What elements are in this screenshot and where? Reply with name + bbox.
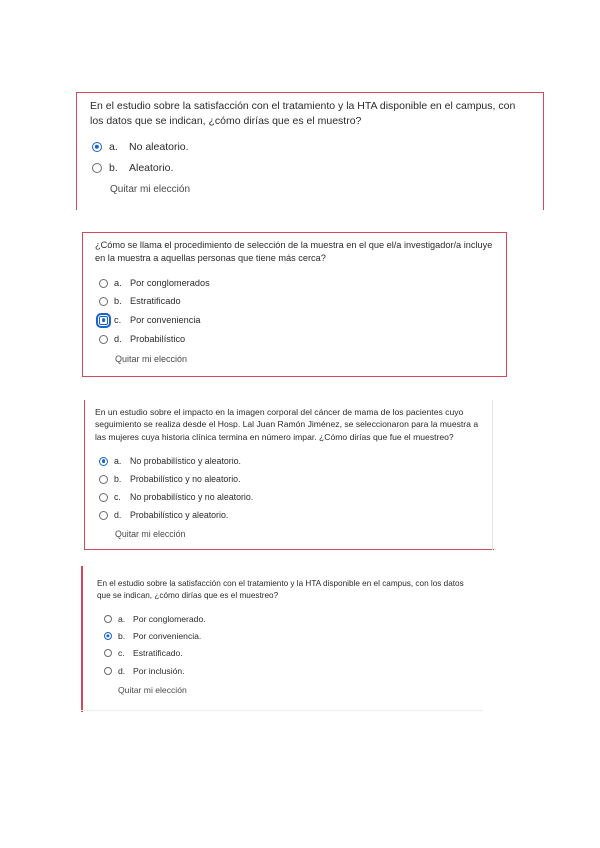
option-b[interactable] (99, 474, 241, 484)
radio-icon[interactable] (99, 475, 108, 484)
question-text: En el estudio sobre la satisfacción con el tratamiento y la HTA disponible en el campus, con los datos que se indican, ¿cómo dirías que es el muestreo? (97, 579, 464, 600)
card-border-top (82, 232, 507, 233)
card-border-left (81, 566, 83, 712)
option-b[interactable] (99, 296, 181, 306)
clear-choice-link[interactable]: Quitar mi elección (118, 685, 187, 695)
option-label: No aleatorio. (129, 141, 189, 153)
radio-icon[interactable] (99, 335, 108, 344)
card-border-top (76, 92, 544, 93)
question-text: En un estudio sobre el impacto en la imagen corporal del cáncer de mama de los pacientes cuyo seguimiento se realiza desde el Hosp. Lal Juan Ramón Jiménez, se seleccionaron para la muestra a las mujeres cuya historia clínica termina en número impar. ¿Cómo dirías que fue el muestreo? (95, 407, 479, 442)
radio-icon[interactable] (92, 163, 102, 173)
option-label: No probabilístico y no aleatorio. (130, 492, 254, 502)
option-label: Por inclusión. (133, 666, 185, 676)
card-border-bottom (82, 376, 507, 377)
option-letter: c. (118, 648, 125, 658)
option-c[interactable] (104, 648, 183, 658)
option-letter: d. (114, 334, 122, 344)
option-letter: a. (114, 278, 122, 288)
card-border-bottom (84, 549, 494, 550)
option-label: Probabilístico y aleatorio. (130, 510, 229, 520)
option-label: Por conveniencia. (133, 631, 202, 641)
option-letter: a. (109, 141, 118, 153)
option-label: Por conglomerado. (133, 614, 206, 624)
option-a[interactable] (99, 456, 241, 466)
card-border-right (543, 92, 544, 210)
radio-icon[interactable] (104, 649, 112, 657)
option-c[interactable] (99, 492, 253, 502)
option-letter: b. (109, 162, 118, 174)
radio-icon[interactable] (104, 667, 112, 675)
option-label: Estratificado (130, 296, 181, 306)
option-d[interactable] (104, 666, 185, 676)
question-text: En el estudio sobre la satisfacción con el tratamiento y la HTA disponible en el campus, con los datos que se indican, ¿cómo dirías que es el muestro? (90, 100, 516, 128)
option-letter: b. (114, 296, 122, 306)
radio-icon[interactable] (104, 615, 112, 623)
option-letter: a. (114, 456, 122, 466)
option-letter: c. (114, 492, 121, 502)
card-border-bottom (81, 710, 483, 711)
option-b[interactable] (104, 631, 201, 641)
option-label: No probabilístico y aleatorio. (130, 456, 241, 466)
option-letter: b. (118, 631, 126, 641)
option-d[interactable] (99, 510, 228, 520)
card-border-left (76, 92, 77, 210)
option-letter: a. (118, 614, 126, 624)
option-c[interactable] (99, 315, 200, 325)
option-d[interactable] (99, 334, 185, 344)
option-a[interactable] (99, 278, 210, 288)
option-label: Aleatorio. (129, 162, 174, 174)
radio-selected-icon[interactable] (104, 632, 112, 640)
radio-icon[interactable] (99, 511, 108, 520)
option-label: Por conveniencia (130, 315, 201, 325)
option-label: Probabilístico y no aleatorio. (130, 474, 241, 484)
card-border-right (492, 400, 493, 550)
radio-icon[interactable] (99, 279, 108, 288)
clear-choice-link[interactable]: Quitar mi elección (110, 184, 191, 195)
option-letter: d. (118, 666, 126, 676)
option-letter: c. (114, 315, 122, 325)
option-letter: b. (114, 474, 122, 484)
option-label: Estratificado. (133, 648, 183, 658)
radio-icon[interactable] (99, 493, 108, 502)
card-border-right (506, 232, 507, 377)
radio-selected-icon[interactable] (99, 316, 108, 325)
option-a[interactable] (104, 614, 206, 624)
radio-selected-icon[interactable] (99, 457, 108, 466)
radio-selected-icon[interactable] (92, 142, 102, 152)
radio-icon[interactable] (99, 297, 108, 306)
option-label: Por conglomerados (130, 278, 210, 288)
clear-choice-link[interactable]: Quitar mi elección (115, 354, 188, 364)
card-border-left (84, 400, 85, 550)
question-text: ¿Cómo se llama el procedimiento de selección de la muestra en el que el/a investigador/a incluye en la muestra a aquellas personas que tiene más cerca? (95, 240, 493, 264)
option-label: Probabilístico (130, 334, 186, 344)
option-b[interactable] (92, 162, 173, 174)
card-border-left (82, 232, 83, 377)
option-letter: d. (114, 510, 122, 520)
clear-choice-link[interactable]: Quitar mi elección (115, 529, 186, 539)
option-a[interactable] (92, 141, 189, 153)
